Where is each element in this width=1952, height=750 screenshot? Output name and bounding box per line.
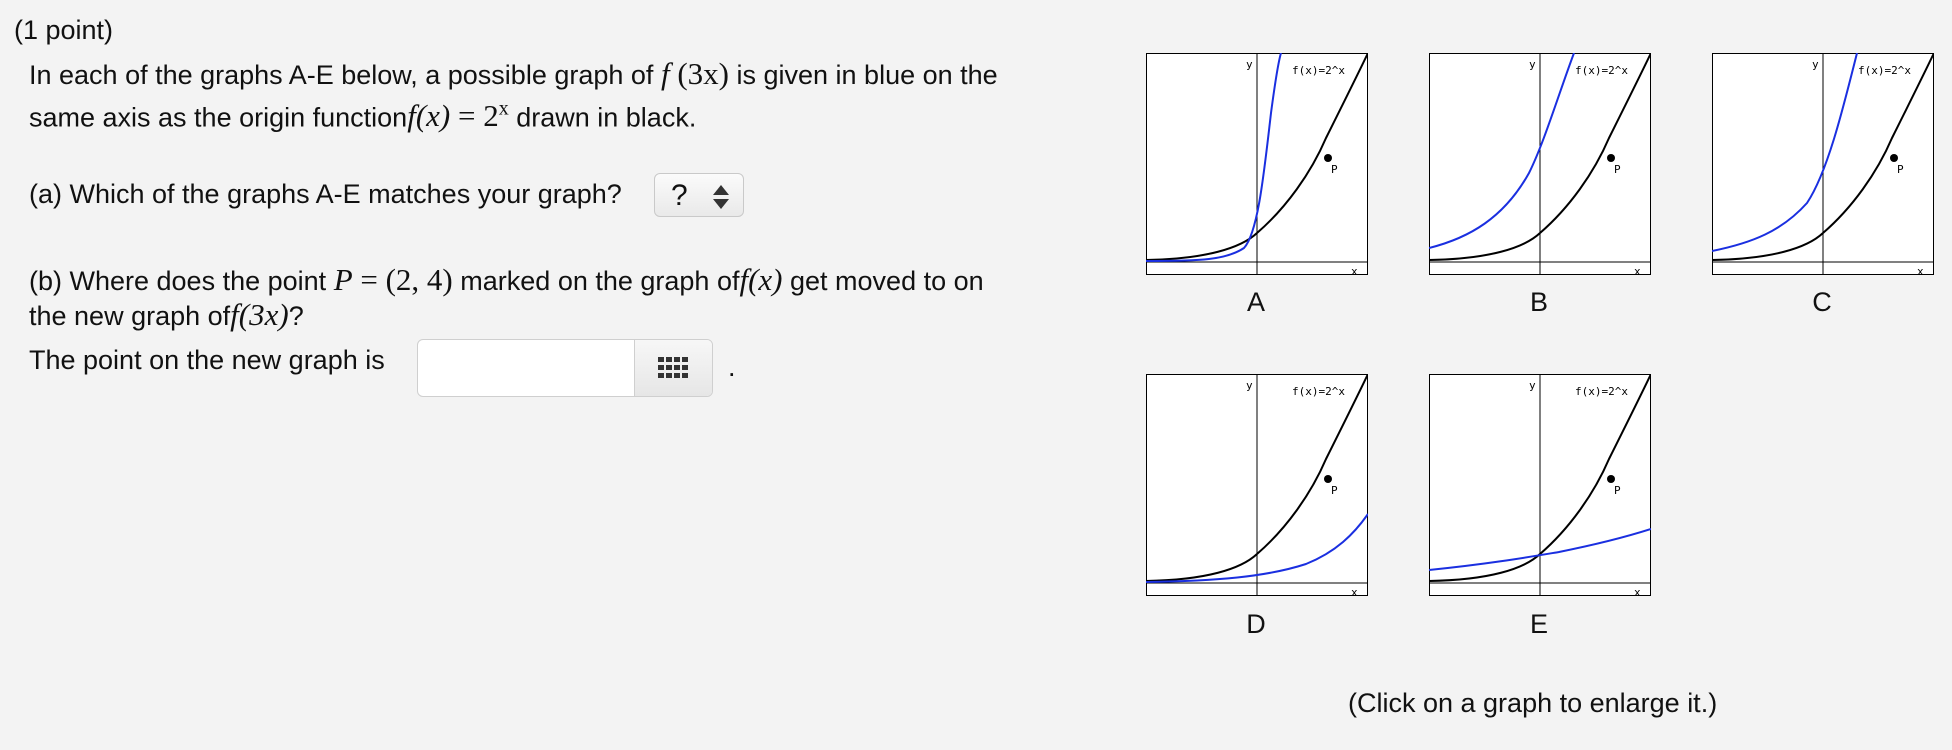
- graph-d-label: D: [1246, 609, 1266, 639]
- math-fx-def: $f(x) = 2^x$: [407, 98, 509, 134]
- intro-text-3: same axis as the origin function: [29, 102, 408, 133]
- graph-b-p-label: P: [1614, 163, 1621, 176]
- graph-c-label: C: [1812, 287, 1832, 317]
- graph-c-y-label: y: [1812, 58, 1819, 71]
- question-b: [29, 260, 984, 336]
- question-a-text: (a) Which of the graphs A-E matches your graph?: [29, 179, 622, 209]
- qb-text-4: the new graph of: [29, 301, 231, 331]
- graph-e-p-label: P: [1614, 484, 1621, 497]
- graph-d-plot: [1146, 374, 1368, 596]
- graph-e-func-label: f(x)=2^x: [1575, 385, 1628, 398]
- answer-field: [417, 339, 713, 397]
- graph-a-x-label: x: [1351, 265, 1358, 275]
- math-f3x-b: f(3x): [230, 297, 289, 332]
- graph-answer-select[interactable]: [654, 173, 744, 217]
- points-label: (1 point): [14, 15, 114, 45]
- math-point-p: P = (2, 4): [333, 262, 453, 297]
- graph-b-x-label: x: [1634, 265, 1641, 275]
- graph-b-label: B: [1529, 287, 1548, 317]
- graph-d[interactable]: [1146, 374, 1368, 596]
- enlarge-hint: (Click on a graph to enlarge it.): [1348, 688, 1718, 718]
- graph-b-y-label: y: [1529, 58, 1536, 71]
- qb-text-1: (b) Where does the point: [29, 266, 327, 296]
- graph-c[interactable]: [1712, 53, 1934, 275]
- graph-e-y-label: y: [1529, 379, 1536, 392]
- graph-b[interactable]: [1429, 53, 1651, 275]
- keypad-grid-icon: [658, 357, 688, 379]
- equation-editor-button[interactable]: [634, 340, 713, 396]
- graph-d-y-label: y: [1246, 379, 1253, 392]
- qb-text-3: get moved to on: [790, 266, 984, 296]
- graph-d-p-label: P: [1331, 484, 1338, 497]
- select-value: ?: [671, 179, 688, 212]
- intro-text-2: is given in blue on the: [736, 60, 998, 90]
- graph-e-plot: [1429, 374, 1651, 596]
- graph-e[interactable]: [1429, 374, 1651, 596]
- graph-a[interactable]: [1146, 53, 1368, 275]
- intro-text-4: drawn in black.: [516, 102, 697, 133]
- question-intro: [29, 54, 998, 137]
- graph-c-func-label: f(x)=2^x: [1858, 64, 1911, 77]
- graph-a-p-label: P: [1331, 163, 1338, 176]
- graph-a-label: A: [1246, 287, 1265, 317]
- point-answer-input[interactable]: [418, 340, 634, 396]
- graph-b-func-label: f(x)=2^x: [1575, 64, 1628, 77]
- math-f3x: f (3x): [660, 56, 729, 91]
- graph-c-plot: [1712, 53, 1934, 275]
- graph-e-label: E: [1529, 609, 1548, 639]
- qb-text-6: The point on the new graph is: [29, 345, 385, 375]
- graph-c-p-label: P: [1897, 163, 1904, 176]
- graph-a-plot: [1146, 53, 1368, 275]
- period-mark: .: [728, 352, 736, 382]
- graph-d-x-label: x: [1351, 586, 1358, 596]
- math-fx: f(x): [739, 262, 783, 297]
- qb-text-5: ?: [288, 301, 304, 331]
- qb-text-2: marked on the graph of: [460, 266, 740, 296]
- graph-c-x-label: x: [1917, 265, 1924, 275]
- graph-a-y-label: y: [1246, 58, 1253, 71]
- graph-b-plot: [1429, 53, 1651, 275]
- graph-e-x-label: x: [1634, 586, 1641, 596]
- graph-d-func-label: f(x)=2^x: [1292, 385, 1345, 398]
- intro-text-1: In each of the graphs A-E below, a possible graph of: [29, 60, 654, 90]
- updown-arrows-icon: [711, 184, 731, 210]
- graph-a-func-label: f(x)=2^x: [1292, 64, 1345, 77]
